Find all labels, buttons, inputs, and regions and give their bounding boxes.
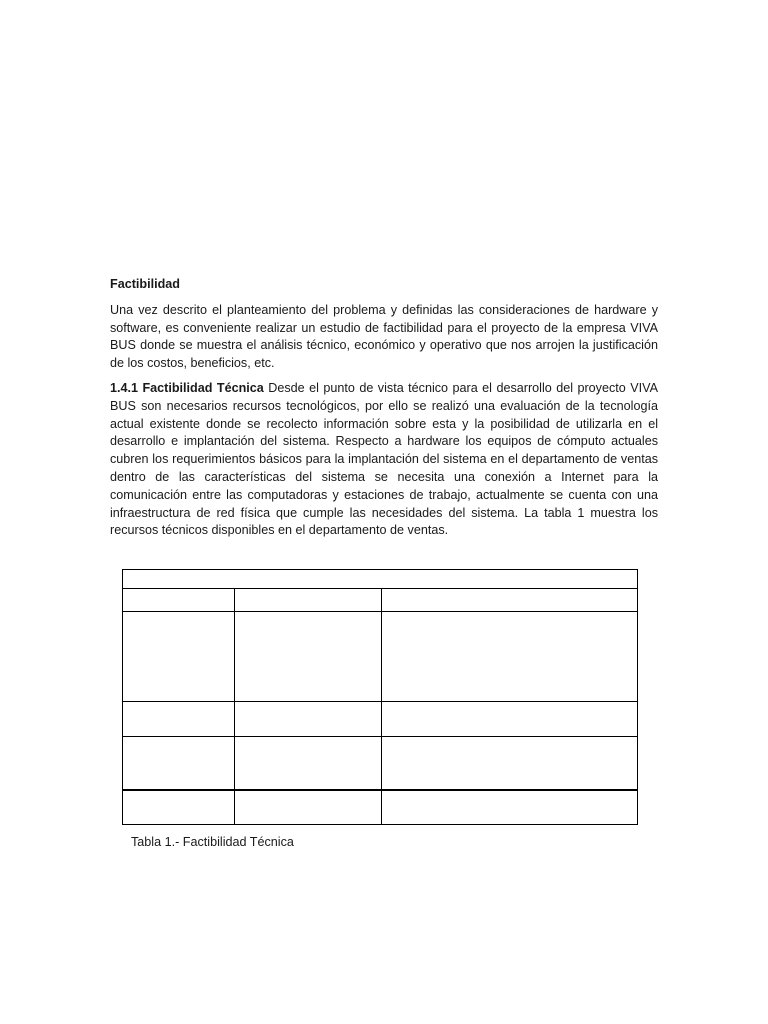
table-cell [123,702,235,737]
table-cell [382,612,638,702]
table-title-row [123,570,638,589]
table-cell [382,589,638,612]
table-cell [123,589,235,612]
table-cell [382,737,638,790]
table-cell [235,702,382,737]
table-cell [123,737,235,790]
table-row [123,612,638,702]
table-cell [123,790,235,825]
intro-paragraph: Una vez descrito el planteamiento del problema y definidas las consideraciones de hardware y software, es conveniente realizar un estudio de factibilidad para el proyecto de la empresa VIVA BUS donde se muestra el análisis técnico, económico y operativo que nos arrojen la justificación de los costos, beneficios, etc. [110,302,658,371]
table-row [123,702,638,737]
table-cell [123,570,638,589]
page-heading: Factibilidad [110,277,180,291]
document-body [110,276,658,547]
table-cell [382,702,638,737]
table-row [123,790,638,825]
section-title: 1.4.1 Factibilidad Técnica [110,380,264,395]
section-body: Desde el punto de vista técnico para el desarrollo del proyecto VIVA BUS son necesarios recursos tecnológicos, por ello se realizó una evaluación de la tecnología actual existente donde se recolecto información sobre esta y la posibilidad de utilizarla en el desarrollo e implantación del sistema. Respecto a hardware los equipos de cómputo actuales cubren los requerimientos básicos para la implantación del sistema en el departamento de ventas dentro de las características del sistema se necesita una conexión a Internet para la comunicación entre las computadoras y estaciones de trabajo, actualmente se cuenta con una infraestructura de red física que cumple las necesidades del sistema. La tabla 1 muestra los recursos técnicos disponibles en el departamento de ventas. [110,380,658,538]
table-cell [382,790,638,825]
table-cell [123,612,235,702]
table-cell [235,737,382,790]
table-row [123,737,638,790]
technical-feasibility-paragraph [110,380,658,540]
table-cell [235,589,382,612]
technical-resources-table [122,569,638,825]
table-header-row [123,589,638,612]
table-cell [235,790,382,825]
table-cell [235,612,382,702]
table-caption: Tabla 1.- Factibilidad Técnica [131,835,294,849]
